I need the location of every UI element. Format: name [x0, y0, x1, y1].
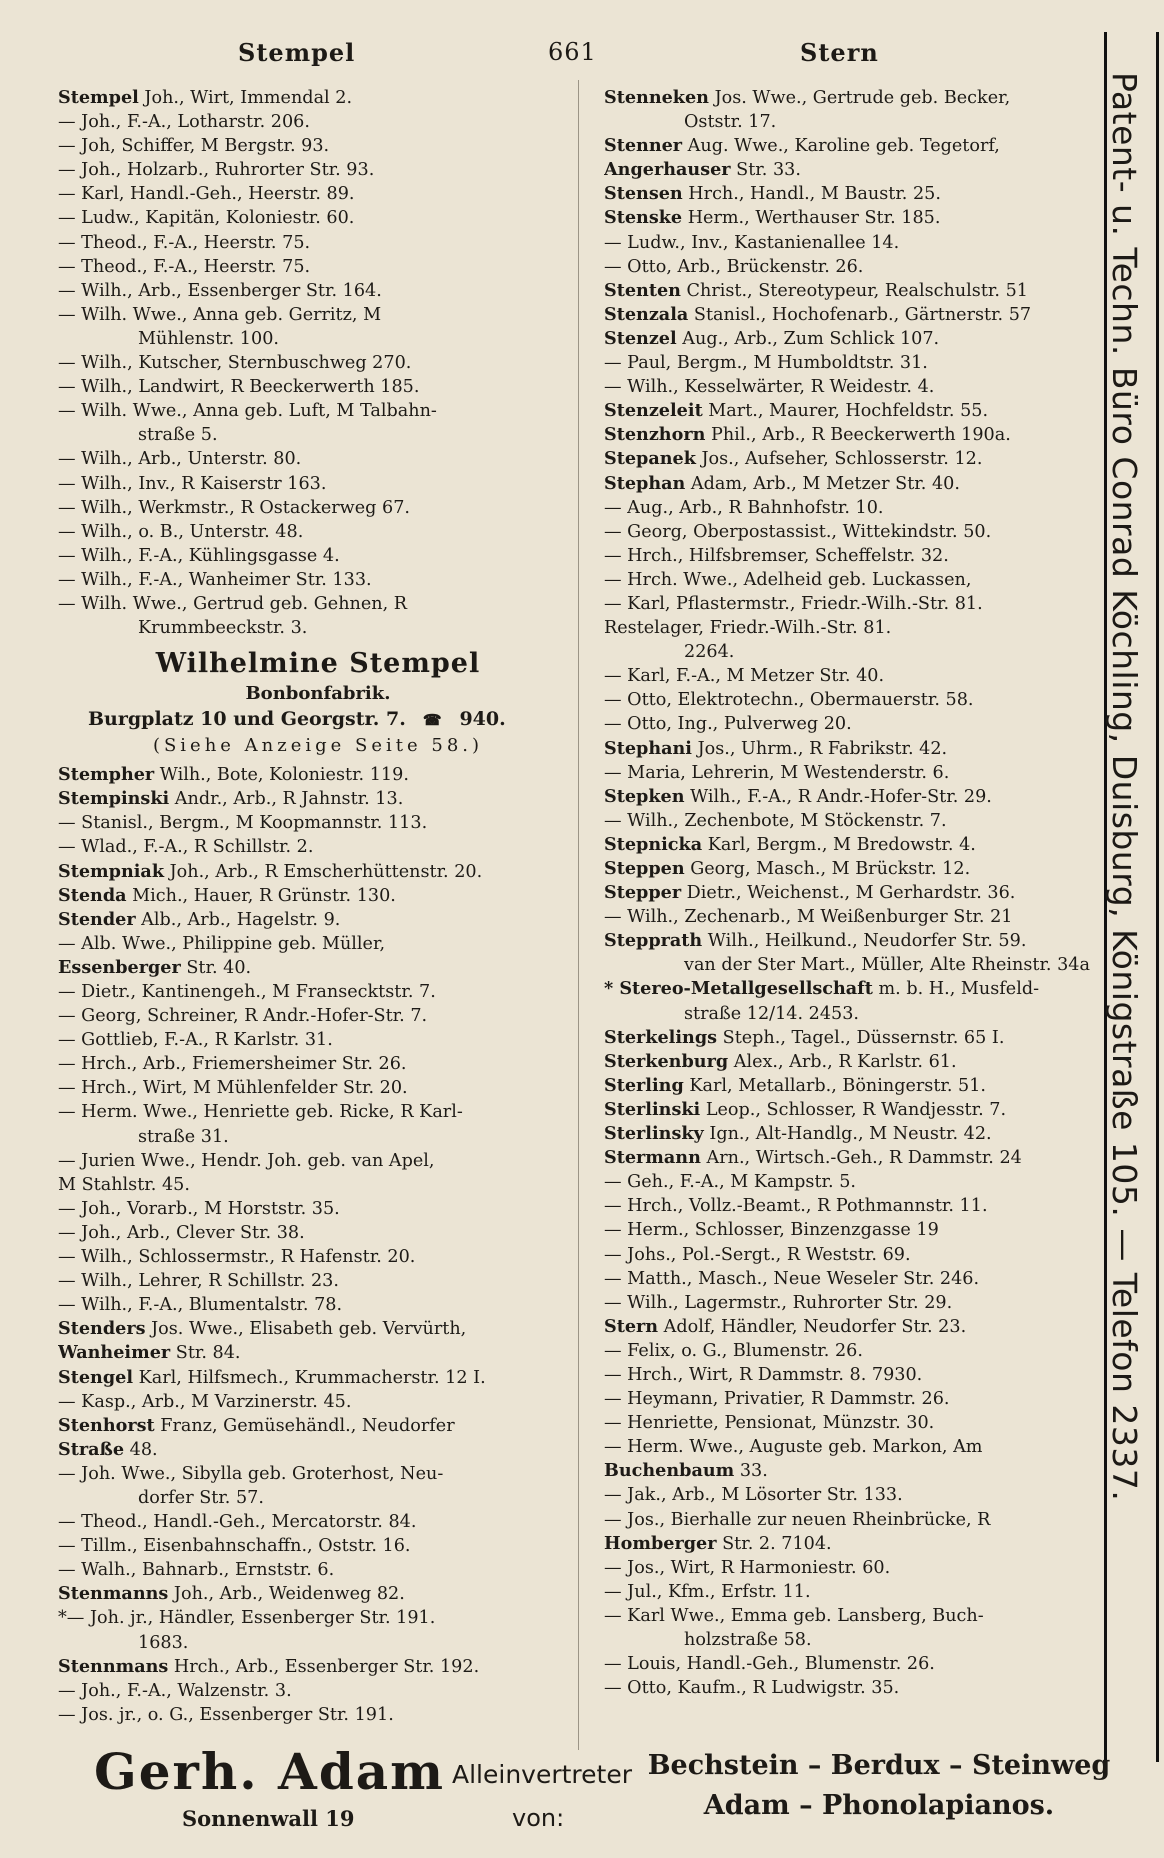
- entry-line: Stempher Wilh., Bote, Koloniestr. 119.: [58, 764, 409, 786]
- entry-line: Stempniak Joh., Arb., R Emscherhüttenstr. 20.: [58, 860, 483, 882]
- entry-line: Stepprath Wilh., Heilkund., Neudorfer Str. 59.: [604, 930, 1027, 952]
- advert-note: (Siehe Anzeige Seite 58.): [152, 735, 484, 757]
- entry-line: Stenda Mich., Hauer, R Grünstr. 130.: [58, 884, 396, 906]
- entry-line: — Karl, Handl.-Geh., Heerstr. 89.: [58, 184, 355, 205]
- header-left: Stempel: [238, 38, 356, 67]
- entry-line: — Hrch. Wwe., Adelheid geb. Luckassen,: [604, 569, 972, 590]
- entry-line: van der Ster Mart., Müller, Alte Rheinstr. 34a: [684, 955, 1090, 976]
- right-entries: [604, 86, 1104, 1700]
- entry-line: — Kasp., Arb., M Varzinerstr. 45.: [58, 1391, 352, 1412]
- entry-line: Stempinski Andr., Arb., R Jahnstr. 13.: [58, 788, 404, 810]
- entry-line: — Herm. Wwe., Auguste geb. Markon, Am: [604, 1437, 983, 1458]
- entry-line: Sterlinsky Ign., Alt-Handlg., M Neustr. 42.: [604, 1123, 992, 1145]
- right-column: [604, 86, 1104, 1700]
- entry-line: — Matth., Masch., Neue Weseler Str. 246.: [604, 1268, 980, 1289]
- entry-line: — Wilh., Schlossermstr., R Hafenstr. 20.: [58, 1247, 416, 1268]
- entry-line: M Stahlstr. 45.: [58, 1174, 190, 1195]
- column-divider: [578, 80, 579, 1750]
- entry-line: — Hrch., Wirt, R Dammstr. 8. 7930.: [604, 1364, 923, 1385]
- entry-line: Buchenbaum 33.: [604, 1460, 768, 1482]
- entry-line: — Ludw., Inv., Kastanienallee 14.: [604, 232, 900, 253]
- footer-address: Sonnenwall 19: [182, 1806, 355, 1831]
- entry-line: — Joh., Vorarb., M Horststr. 35.: [58, 1198, 340, 1219]
- entry-line: — Herm. Wwe., Henriette geb. Ricke, R Karl-: [58, 1102, 463, 1123]
- entry-line: — Geh., F.-A., M Kampstr. 5.: [604, 1172, 856, 1193]
- entry-line: *— Joh. jr., Händler, Essenberger Str. 191.: [58, 1608, 436, 1629]
- left-entries-1: [58, 86, 578, 640]
- entry-line: Stepken Wilh., F.-A., R Andr.-Hofer-Str. 29.: [604, 785, 992, 807]
- entry-line: Mühlenstr. 100.: [138, 328, 279, 349]
- entry-line: — Wilh., Lagermstr., Ruhrorter Str. 29.: [604, 1292, 953, 1313]
- entry-line: holzstraße 58.: [684, 1630, 812, 1650]
- entry-line: Homberger Str. 2. 7104.: [604, 1532, 832, 1554]
- left-entries-2: [58, 763, 578, 1727]
- entry-line: — Wilh., Kesselwärter, R Weidestr. 4.: [604, 377, 935, 398]
- advert-phone: 940.: [459, 708, 506, 731]
- entry-line: Stern Adolf, Händler, Neudorfer Str. 23.: [604, 1315, 967, 1337]
- entry-line: — Wilh. Wwe., Anna geb. Gerritz, M: [58, 304, 382, 325]
- entry-line: Sterkenburg Alex., Arb., R Karlstr. 61.: [604, 1050, 957, 1072]
- advert-title: Wilhelmine Stempel: [155, 648, 481, 680]
- entry-line: — Joh, Schiffer, M Bergstr. 93.: [58, 136, 330, 157]
- footer-rep: Alleinvertreter: [452, 1760, 632, 1789]
- entry-line: Stermann Arn., Wirtsch.-Geh., R Dammstr. 24: [604, 1147, 1022, 1169]
- entry-line: — Karl Wwe., Emma geb. Lansberg, Buch-: [604, 1605, 984, 1626]
- entry-line: Sterling Karl, Metallarb., Böningerstr. 51.: [604, 1074, 987, 1096]
- entry-line: — Jak., Arb., M Lösorter Str. 133.: [604, 1485, 903, 1506]
- entry-line: straße 12/14. 2453.: [684, 1003, 860, 1024]
- entry-line: — Karl, F.-A., M Metzer Str. 40.: [604, 666, 885, 687]
- entry-line: — Jos., Wirt, R Harmoniestr. 60.: [604, 1557, 891, 1578]
- entry-line: — Wilh., Arb., Unterstr. 80.: [58, 449, 302, 470]
- entry-line: — Wilh., Kutscher, Sternbuschweg 270.: [58, 353, 412, 374]
- entry-line: dorfer Str. 57.: [138, 1487, 264, 1508]
- entry-line: 1683.: [138, 1632, 189, 1653]
- entry-line: — Gottlieb, F.-A., R Karlstr. 31.: [58, 1030, 333, 1051]
- entry-line: Stepper Dietr., Weichenst., M Gerhardstr. 36.: [604, 882, 1016, 904]
- entry-line: Stepnicka Karl, Bergm., M Bredowstr. 4.: [604, 833, 976, 855]
- entry-line: Stensen Hrch., Handl., M Baustr. 25.: [604, 183, 941, 205]
- entry-line: — Jul., Kfm., Erfstr. 11.: [604, 1581, 811, 1602]
- entry-line: — Wilh., Werkmstr., R Ostackerweg 67.: [58, 497, 410, 518]
- entry-line: — Ludw., Kapitän, Koloniestr. 60.: [58, 208, 355, 229]
- entry-line: Sterlinski Leop., Schlosser, R Wandjesstr. 7.: [604, 1098, 1007, 1120]
- sidebar-rule-right: [1156, 32, 1159, 1762]
- entry-line: — Jos. jr., o. G., Essenberger Str. 191.: [58, 1704, 394, 1725]
- entry-line: — Maria, Lehrerin, M Westenderstr. 6.: [604, 762, 950, 783]
- entry-line: Stephan Adam, Arb., M Metzer Str. 40.: [604, 472, 960, 494]
- entry-line: Stephani Jos., Uhrm., R Fabrikstr. 42.: [604, 737, 948, 759]
- footer-advert: [94, 1742, 1114, 1842]
- entry-line: Straße 48.: [58, 1438, 158, 1460]
- header-right: Stern: [800, 38, 879, 67]
- entry-line: Restelager, Friedr.-Wilh.-Str. 81.: [604, 618, 892, 639]
- entry-line: — Hrch., Hilfsbremser, Scheffelstr. 32.: [604, 545, 949, 566]
- entry-line: Stenzel Aug., Arb., Zum Schlick 107.: [604, 327, 940, 349]
- entry-line: — Karl, Pflastermstr., Friedr.-Wilh.-Str. 81.: [604, 593, 983, 614]
- entry-line: Stenten Christ., Stereotypeur, Realschulstr. 51: [604, 279, 1028, 301]
- entry-line: — Jurien Wwe., Hendr. Joh. geb. van Apel,: [58, 1150, 435, 1171]
- entry-line: Stenner Aug. Wwe., Karoline geb. Tegetorf,: [604, 135, 1000, 157]
- entry-line: — Wilh. Wwe., Gertrud geb. Gehnen, R: [58, 593, 408, 614]
- entry-line: Stennmans Hrch., Arb., Essenberger Str. 192.: [58, 1655, 480, 1677]
- entry-line: Angerhauser Str. 33.: [604, 159, 801, 181]
- advert-address: Burgplatz 10 und Georgstr. 7.: [88, 708, 406, 731]
- entry-line: — Georg, Schreiner, R Andr.-Hofer-Str. 7.: [58, 1006, 428, 1027]
- entry-line: — Joh., Arb., Clever Str. 38.: [58, 1222, 305, 1243]
- footer-name: Gerh. Adam: [94, 1742, 446, 1801]
- entry-line: Sterkelings Steph., Tagel., Düssernstr. 65 I.: [604, 1026, 1005, 1048]
- entry-line: — Wilh., Zechenarb., M Weißenburger Str. 21: [604, 907, 1013, 928]
- entry-line: Stengel Karl, Hilfsmech., Krummacherstr. 12 I.: [58, 1366, 486, 1388]
- entry-line: — Louis, Handl.-Geh., Blumenstr. 26.: [604, 1654, 935, 1675]
- entry-line: — Heymann, Privatier, R Dammstr. 26.: [604, 1389, 950, 1410]
- entry-line: Stempel Joh., Wirt, Immendal 2.: [58, 87, 353, 108]
- entry-line: — Wilh., F.-A., Wanheimer Str. 133.: [58, 569, 372, 590]
- entry-line: — Paul, Bergm., M Humboldtstr. 31.: [604, 353, 928, 374]
- entry-line: Wanheimer Str. 84.: [58, 1342, 241, 1364]
- entry-line: — Hrch., Arb., Friemersheimer Str. 26.: [58, 1054, 407, 1075]
- entry-line: Steppen Georg, Masch., M Brückstr. 12.: [604, 858, 971, 879]
- entry-line: — Georg, Oberpostassist., Wittekindstr. 50.: [604, 521, 992, 542]
- entry-line: — Dietr., Kantinengeh., M Fransecktstr. 7.: [58, 982, 436, 1002]
- entry-line: — Hrch., Vollz.-Beamt., R Pothmannstr. 11.: [604, 1196, 988, 1217]
- entry-line: — Joh., F.-A., Lotharstr. 206.: [58, 112, 310, 133]
- footer-brands-2: Adam – Phonolapianos.: [703, 1790, 1055, 1821]
- entry-line: Stepanek Jos., Aufseher, Schlosserstr. 12.: [604, 448, 983, 470]
- entry-line: — Wilh., Zechenbote, M Stöckenstr. 7.: [604, 810, 947, 831]
- entry-line: — Wilh., Lehrer, R Schillstr. 23.: [58, 1271, 339, 1292]
- entry-line: — Wlad., F.-A., R Schillstr. 2.: [58, 837, 314, 858]
- sidebar-text: Patent- u. Techn. Büro Conrad Köchling, Duisburg, Königstraße 105. — Telefon 2337.: [1105, 72, 1144, 1502]
- entry-line: — Joh., F.-A., Walzenstr. 3.: [58, 1680, 292, 1701]
- entry-line: — Joh., Holzarb., Ruhrorter Str. 93.: [58, 160, 375, 181]
- advert-subtitle: Bonbonfabrik.: [245, 683, 391, 705]
- entry-line: — Otto, Elektrotechn., Obermauerstr. 58.: [604, 690, 974, 711]
- entry-line: Stenneken Jos. Wwe., Gertrude geb. Becker,: [604, 87, 1011, 108]
- entry-line: — Joh. Wwe., Sibylla geb. Groterhost, Neu-: [58, 1463, 444, 1484]
- entry-line: — Wilh., Landwirt, R Beeckerwerth 185.: [58, 377, 420, 398]
- entry-line: — Theod., Handl.-Geh., Mercatorstr. 84.: [58, 1512, 417, 1533]
- entry-line: Stenhorst Franz, Gemüsehändl., Neudorfer: [58, 1414, 455, 1436]
- entry-line: Essenberger Str. 40.: [58, 956, 252, 978]
- sidebar-advert: [1098, 32, 1164, 1762]
- entry-line: — Johs., Pol.-Sergt., R Weststr. 69.: [604, 1244, 911, 1265]
- entry-line: — Felix, o. G., Blumenstr. 26.: [604, 1340, 863, 1361]
- advert-stempel: [58, 646, 578, 759]
- entry-line: Stender Alb., Arb., Hagelstr. 9.: [58, 908, 341, 930]
- entry-line: — Walh., Bahnarb., Ernststr. 6.: [58, 1560, 335, 1581]
- entry-line: — Otto, Kaufm., R Ludwigstr. 35.: [604, 1678, 900, 1699]
- entry-line: Oststr. 17.: [684, 112, 777, 133]
- entry-line: Stenmanns Joh., Arb., Weidenweg 82.: [58, 1583, 405, 1605]
- entry-line: — Wilh., o. B., Unterstr. 48.: [58, 521, 304, 542]
- entry-line: — Herm., Schlosser, Binzenzgasse 19: [604, 1220, 939, 1241]
- entry-line: — Otto, Ing., Pulverweg 20.: [604, 714, 852, 735]
- entry-line: — Theod., F.-A., Heerstr. 75.: [58, 256, 311, 277]
- entry-line: — Wilh., F.-A., Blumentalstr. 78.: [58, 1295, 343, 1316]
- entry-line: Stenske Herm., Werthauser Str. 185.: [604, 207, 941, 229]
- entry-line: Stenzala Stanisl., Hochofenarb., Gärtnerstr. 57: [604, 303, 1032, 325]
- left-column: [58, 86, 578, 1727]
- entry-line: — Wilh. Wwe., Anna geb. Luft, M Talbahn-: [58, 401, 437, 422]
- entry-line: — Hrch., Wirt, M Mühlenfelder Str. 20.: [58, 1078, 408, 1099]
- entry-line: — Tillm., Eisenbahnschaffn., Oststr. 16.: [58, 1536, 411, 1557]
- entry-line: — Stanisl., Bergm., M Koopmannstr. 113.: [58, 813, 428, 834]
- telephone-icon: ☎: [412, 711, 447, 730]
- entry-line: — Theod., F.-A., Heerstr. 75.: [58, 232, 311, 253]
- entry-line: — Henriette, Pensionat, Münzstr. 30.: [604, 1413, 935, 1434]
- entry-line: — Wilh., Arb., Essenberger Str. 164.: [58, 280, 382, 301]
- entry-line: Stenders Jos. Wwe., Elisabeth geb. Vervürth,: [58, 1318, 467, 1340]
- entry-line: straße 5.: [138, 425, 218, 446]
- entry-line: — Wilh., Inv., R Kaiserstr 163.: [58, 473, 327, 494]
- footer-von: von:: [512, 1804, 565, 1832]
- entry-line: * Stereo-Metallgesellschaft m. b. H., Musfeld-: [604, 978, 1040, 1000]
- entry-line: — Jos., Bierhalle zur neuen Rheinbrücke, R: [604, 1509, 991, 1530]
- footer-brands: [644, 1746, 1114, 1826]
- entry-line: Krummbeeckstr. 3.: [138, 618, 308, 639]
- entry-line: — Otto, Arb., Brückenstr. 26.: [604, 256, 864, 277]
- entry-line: 2264.: [684, 642, 735, 663]
- entry-line: — Aug., Arb., R Bahnhofstr. 10.: [604, 497, 884, 518]
- entry-line: straße 31.: [138, 1126, 229, 1147]
- entry-line: Stenzeleit Mart., Maurer, Hochfeldstr. 55.: [604, 400, 989, 422]
- entry-line: — Alb. Wwe., Philippine geb. Müller,: [58, 933, 386, 954]
- entry-line: Stenzhorn Phil., Arb., R Beeckerwerth 190a.: [604, 424, 1011, 446]
- footer-brands-1: Bechstein – Berdux – Steinweg: [647, 1750, 1111, 1781]
- page-number: 661: [548, 38, 597, 66]
- entry-line: — Wilh., F.-A., Kühlingsgasse 4.: [58, 545, 340, 566]
- advert-address-line: [58, 706, 578, 733]
